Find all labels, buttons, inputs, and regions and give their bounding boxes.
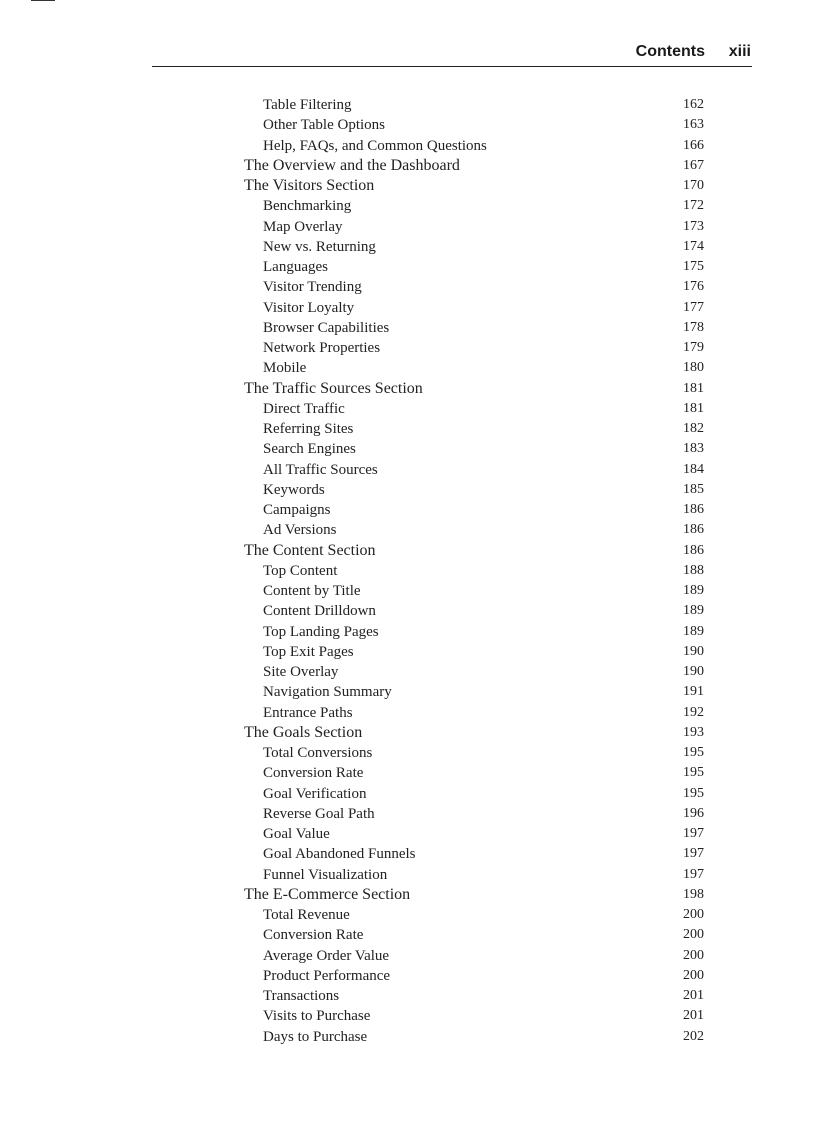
toc-entry-title: Direct Traffic: [263, 400, 345, 417]
toc-entry-title: Funnel Visualization: [263, 866, 388, 883]
toc-entry-page-number: 200: [683, 907, 704, 922]
toc-entry-page-number: 202: [683, 1028, 704, 1044]
toc-entry-title: Total Revenue: [263, 907, 350, 923]
toc-entry-page-number: 163: [683, 117, 704, 133]
toc-subsection-entry[interactable]: [244, 277, 704, 297]
toc-entry-page-number: 174: [683, 238, 704, 254]
toc-subsection-entry[interactable]: [244, 318, 704, 338]
toc-entry-title: Conversion Rate: [263, 927, 364, 944]
toc-entry-title: Goal Abandoned Funnels: [263, 846, 416, 863]
toc-entry-page-number: 197: [683, 866, 704, 882]
toc-entry-page-number: 195: [683, 745, 704, 760]
toc-entry-title: The Content Section: [244, 541, 376, 559]
toc-entry-title: Referring Sites: [263, 421, 354, 437]
toc-entry-page-number: 192: [683, 704, 704, 720]
toc-entry-title: Keywords: [263, 481, 325, 498]
toc-entry-page-number: 170: [683, 178, 704, 193]
toc-entry-page-number: 178: [683, 319, 704, 335]
toc-subsection-entry[interactable]: [244, 986, 704, 1006]
toc-entry-title: Visitor Trending: [263, 279, 362, 296]
toc-subsection-entry[interactable]: [244, 115, 704, 135]
toc-entry-title: Goal Value: [263, 826, 330, 842]
toc-entry-page-number: 162: [683, 97, 704, 112]
toc-entry-page-number: 196: [683, 805, 704, 821]
toc-entry-page-number: 166: [683, 137, 704, 153]
toc-entry-title: Campaigns: [263, 502, 331, 518]
toc-subsection-entry[interactable]: [244, 946, 704, 966]
running-header-page-number: xiii: [728, 43, 751, 60]
toc-subsection-entry[interactable]: [244, 662, 704, 682]
toc-entry-title: The Visitors Section: [244, 177, 375, 194]
toc-entry-page-number: 182: [683, 421, 704, 436]
toc-subsection-entry[interactable]: [244, 136, 704, 156]
toc-subsection-entry[interactable]: [244, 358, 704, 378]
toc-entry-title: Conversion Rate: [263, 765, 364, 782]
toc-subsection-entry[interactable]: [244, 480, 704, 500]
toc-entry-page-number: 190: [683, 643, 704, 659]
toc-entry-page-number: 191: [683, 684, 704, 700]
toc-entry-title: The Goals Section: [244, 723, 363, 741]
table-of-contents: [244, 95, 704, 1047]
toc-entry-title: Search Engines: [263, 441, 356, 458]
toc-subsection-entry[interactable]: [244, 217, 704, 237]
corner-rule: [31, 0, 55, 1]
toc-subsection-entry[interactable]: [244, 95, 704, 115]
toc-entry-title: Goal Verification: [263, 785, 367, 802]
running-header: [152, 40, 752, 67]
toc-entry-title: Site Overlay: [263, 664, 339, 680]
toc-section-entry[interactable]: [244, 176, 704, 196]
toc-section-entry[interactable]: [244, 541, 704, 561]
toc-entry-page-number: 195: [683, 765, 704, 781]
toc-entry-page-number: 189: [683, 583, 704, 598]
toc-entry-title: The E-Commerce Section: [244, 885, 411, 903]
toc-subsection-entry[interactable]: [244, 500, 704, 520]
toc-entry-title: Reverse Goal Path: [263, 805, 375, 822]
toc-subsection-entry[interactable]: [244, 601, 704, 621]
toc-subsection-entry[interactable]: [244, 743, 704, 763]
toc-subsection-entry[interactable]: [244, 399, 704, 419]
toc-subsection-entry[interactable]: [244, 865, 704, 885]
toc-entry-page-number: 181: [683, 400, 704, 416]
toc-entry-title: Navigation Summary: [263, 684, 392, 701]
toc-entry-title: Transactions: [263, 988, 340, 1004]
toc-entry-title: Languages: [263, 259, 328, 275]
toc-entry-page-number: 185: [683, 481, 704, 497]
toc-entry-title: Content by Title: [263, 583, 361, 599]
toc-subsection-entry[interactable]: [244, 460, 704, 480]
toc-entry-title: Average Order Value: [263, 947, 390, 964]
toc-section-entry[interactable]: [244, 379, 704, 399]
toc-entry-page-number: 197: [683, 846, 704, 862]
toc-entry-page-number: 184: [683, 461, 704, 477]
toc-entry-title: Other Table Options: [263, 117, 385, 134]
toc-subsection-entry[interactable]: [244, 682, 704, 702]
toc-subsection-entry[interactable]: [244, 338, 704, 358]
toc-entry-title: Entrance Paths: [263, 704, 353, 721]
toc-subsection-entry[interactable]: [244, 237, 704, 257]
toc-entry-page-number: 195: [683, 785, 704, 801]
toc-subsection-entry[interactable]: [244, 298, 704, 318]
toc-entry-page-number: 189: [683, 603, 704, 619]
toc-entry-page-number: 198: [683, 886, 704, 902]
toc-entry-page-number: 200: [683, 927, 704, 943]
toc-subsection-entry[interactable]: [244, 844, 704, 864]
toc-subsection-entry[interactable]: [244, 419, 704, 439]
toc-entry-title: The Overview and the Dashboard: [244, 156, 460, 174]
toc-subsection-entry[interactable]: [244, 763, 704, 783]
toc-entry-title: Network Properties: [263, 340, 381, 356]
toc-entry-page-number: 201: [683, 988, 704, 1003]
toc-subsection-entry[interactable]: [244, 561, 704, 581]
toc-entry-title: Top Content: [263, 562, 338, 579]
toc-entry-title: Visitor Loyalty: [263, 299, 355, 316]
toc-entry-page-number: 197: [683, 826, 704, 841]
toc-subsection-entry[interactable]: [244, 622, 704, 642]
toc-subsection-entry[interactable]: [244, 1006, 704, 1026]
toc-entry-page-number: 189: [683, 623, 704, 639]
toc-subsection-entry[interactable]: [244, 257, 704, 277]
toc-subsection-entry[interactable]: [244, 196, 704, 216]
toc-entry-title: Browser Capabilities: [263, 319, 390, 336]
toc-entry-page-number: 172: [683, 198, 704, 214]
toc-entry-page-number: 190: [683, 664, 704, 679]
toc-entry-page-number: 175: [683, 259, 704, 274]
toc-entry-title: Benchmarking: [263, 198, 352, 215]
toc-entry-page-number: 177: [683, 299, 704, 315]
toc-subsection-entry[interactable]: [244, 804, 704, 824]
toc-entry-title: All Traffic Sources: [263, 461, 378, 478]
toc-entry-page-number: 186: [683, 502, 704, 517]
toc-subsection-entry[interactable]: [244, 439, 704, 459]
toc-subsection-entry[interactable]: [244, 642, 704, 662]
toc-entry-page-number: 180: [683, 360, 704, 376]
toc-subsection-entry[interactable]: [244, 520, 704, 540]
toc-entry-title: Days to Purchase: [263, 1028, 368, 1045]
toc-subsection-entry[interactable]: [244, 824, 704, 844]
toc-entry-title: Total Conversions: [263, 745, 373, 761]
toc-subsection-entry[interactable]: [244, 581, 704, 601]
toc-subsection-entry[interactable]: [244, 1027, 704, 1047]
toc-section-entry[interactable]: [244, 885, 704, 905]
toc-entry-title: Content Drilldown: [263, 603, 376, 620]
toc-entry-page-number: 200: [683, 947, 704, 963]
toc-subsection-entry[interactable]: [244, 784, 704, 804]
toc-entry-page-number: 186: [683, 522, 704, 538]
toc-entry-page-number: 176: [683, 279, 704, 295]
toc-subsection-entry[interactable]: [244, 925, 704, 945]
toc-entry-page-number: 200: [683, 967, 704, 983]
toc-entry-page-number: 193: [683, 724, 704, 740]
toc-entry-title: New vs. Returning: [263, 238, 376, 255]
toc-entry-page-number: 201: [683, 1008, 704, 1024]
toc-subsection-entry[interactable]: [244, 966, 704, 986]
toc-entry-page-number: 167: [683, 157, 704, 173]
toc-entry-title: Top Exit Pages: [263, 643, 354, 660]
toc-entry-title: Product Performance: [263, 967, 391, 984]
toc-entry-page-number: 186: [683, 542, 704, 558]
toc-entry-title: Top Landing Pages: [263, 623, 379, 640]
toc-entry-page-number: 183: [683, 441, 704, 457]
toc-section-entry[interactable]: [244, 723, 704, 743]
toc-entry-page-number: 173: [683, 218, 704, 234]
toc-entry-title: Map Overlay: [263, 218, 343, 235]
toc-entry-title: Visits to Purchase: [263, 1008, 371, 1025]
toc-entry-title: Mobile: [263, 360, 307, 377]
toc-section-entry[interactable]: [244, 156, 704, 176]
toc-subsection-entry[interactable]: [244, 905, 704, 925]
toc-entry-page-number: 181: [683, 380, 704, 396]
toc-entry-title: Table Filtering: [263, 97, 352, 113]
toc-entry-title: Ad Versions: [263, 522, 337, 539]
toc-entry-page-number: 179: [683, 340, 704, 355]
running-header-title: Contents: [635, 43, 705, 60]
toc-entry-title: The Traffic Sources Section: [244, 379, 423, 397]
toc-subsection-entry[interactable]: [244, 703, 704, 723]
toc-entry-page-number: 188: [683, 562, 704, 578]
toc-entry-title: Help, FAQs, and Common Questions: [263, 137, 487, 154]
